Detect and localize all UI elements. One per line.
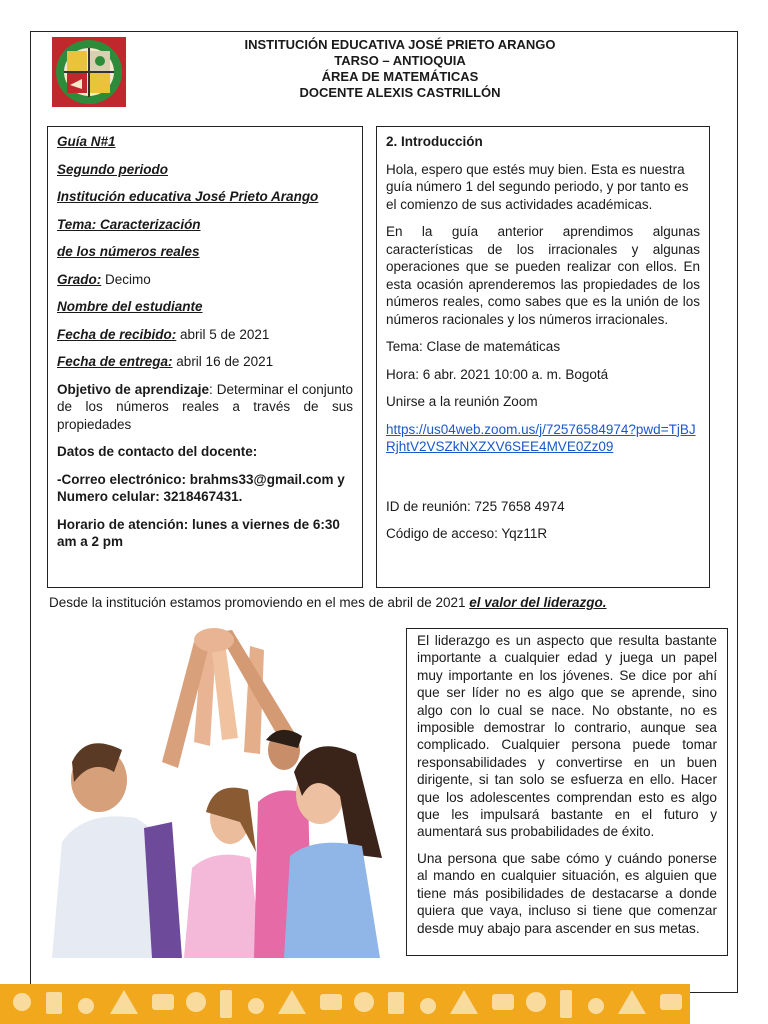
grade-label: Grado:	[57, 271, 102, 287]
guide-period: Segundo periodo	[57, 161, 168, 177]
grade-value: Decimo	[101, 271, 151, 287]
objective-value: : Determinar el conjunto de los números reales a través de sus propiedades	[57, 381, 353, 432]
guide-institution: Institución educativa José Prieto Arango	[57, 189, 319, 204]
meeting-passcode: Código de acceso: Yqz11R	[386, 526, 548, 541]
header-teacher: DOCENTE ALEXIS CASTRILLÓN	[299, 85, 501, 100]
contact-heading: Datos de contacto del docente:	[57, 444, 258, 459]
guide-info-box	[47, 126, 363, 588]
introduction-paragraph-2: En la guía anterior aprendimos algunas características de los irracionales y algunas operaciones que se pueden realizar con ellos. En esta ocasión aprenderemos las propiedades de los números reales, como sabes que es la unión de los números racionales y los números irracionales.	[386, 224, 700, 327]
contact-details: -Correo electrónico: brahms33@gmail.com y Numero celular: 3218467431.	[57, 471, 345, 504]
school-crest-icon	[52, 37, 126, 107]
leadership-paragraph-2: Una persona que sabe cómo y cuándo ponerse al mando en cualquier situación, es alguien que tiene más posibilidades de destacarse a donde quiera que vaya, incluso si tiene que comenzar desde muy abajo para ascender en sus metas.	[417, 850, 717, 936]
meeting-topic: Tema: Clase de matemáticas	[386, 339, 561, 354]
join-zoom-label: Unirse a la reunión Zoom	[386, 394, 538, 409]
student-name-label: Nombre del estudiante	[57, 299, 203, 314]
introduction-paragraph-1: Hola, espero que estés muy bien. Esta es nuestra guía número 1 del segundo periodo, y por tanto es el comienzo de sus actividades académicas.	[386, 161, 689, 212]
meeting-id: ID de reunión: 725 7658 4974	[386, 498, 565, 514]
meeting-time: Hora: 6 abr. 2021 10:00 a. m. Bogotá	[386, 366, 609, 382]
leadership-text-box	[406, 628, 728, 956]
objective-label: Objetivo de aprendizaje	[57, 381, 209, 397]
introduction-title: 2. Introducción	[386, 134, 483, 149]
school-supplies-banner-icon	[0, 984, 690, 1024]
guide-topic-line2: de los números reales	[57, 244, 200, 259]
header-area: ÁREA DE MATEMÁTICAS	[321, 69, 479, 84]
header-institution: INSTITUCIÓN EDUCATIVA JOSÉ PRIETO ARANGO	[244, 37, 556, 52]
zoom-meeting-link[interactable]: https://us04web.zoom.us/j/72576584974?pwd=TjBJRjhtV2VSZkNXZXV6SEE4MVE0Zz09	[386, 421, 696, 454]
students-high-five-photo-icon	[44, 622, 394, 958]
received-date-label: Fecha de recibido:	[57, 326, 177, 342]
promo-highlight: el valor del liderazgo.	[469, 595, 607, 610]
leadership-promo-sentence	[49, 594, 739, 611]
introduction-box	[376, 126, 710, 588]
received-date-value: abril 5 de 2021	[176, 326, 270, 342]
leadership-paragraph-1: El liderazgo es un aspecto que resulta bastante importante a cualquier edad y juega un papel muy importante en los jóvenes. Se dice por ahí que ser líder no es algo que se aprende, sino algo con lo cual se nace. No obstante, no es imposible demostrar lo contrario, aunque sea complicado. Cualquier persona puede tomar responsabilidades y convertirse en un buen dirigente, si tan solo se esfuerza en ello. Hacer que los adolescentes comprendan esto es algo que les impulsará bastante en el futuro y aumentará sus probabilidades de éxito.	[417, 633, 717, 840]
header-location: TARSO – ANTIOQUIA	[334, 53, 466, 68]
due-date-label: Fecha de entrega:	[57, 354, 173, 369]
document-header	[130, 37, 670, 101]
office-hours: Horario de atención: lunes a viernes de 6:30 am a 2 pm	[57, 516, 340, 549]
promo-text: Desde la institución estamos promoviendo en el mes de abril de 2021	[49, 595, 470, 610]
due-date-value: abril 16 de 2021	[172, 354, 274, 369]
guide-topic-line1: Tema: Caracterización	[57, 216, 201, 232]
guide-number: Guía N#1	[57, 134, 116, 149]
